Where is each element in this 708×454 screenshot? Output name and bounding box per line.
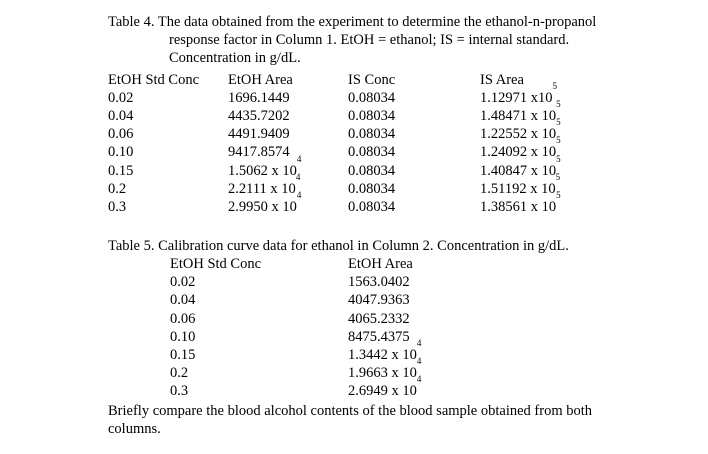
is-conc-cell: 0.08034 [348,126,396,142]
std-conc-cell: 0.2 [108,181,127,197]
std-conc-cell: 0.02 [170,274,196,290]
table5-caption: Table 5. Calibration curve data for ethanol in Column 2. Concentration in g/dL. [108,238,569,254]
is-area-cell: 1.40847 x $10^5$ [480,154,561,179]
etoh-area-cell: 9417.8574 [228,144,290,160]
std-conc-cell: 0.10 [108,144,134,160]
is-conc-cell: 0.08034 [348,163,396,179]
table4-caption-line-2: response factor in Column 1. EtOH = ethanol; IS = internal standard. [169,32,570,48]
is-area-cell: 1.51192 x $10^5$ [480,172,561,197]
etoh-area-cell: 2.2111 x $10^4$ [228,172,301,197]
table4-header-is-conc: IS Conc [348,72,396,88]
is-conc-cell: 0.08034 [348,144,396,160]
etoh-area-cell: 4065.2332 [348,311,410,327]
etoh-area-cell: 1563.0402 [348,274,410,290]
etoh-area-cell: 2.6949 x $10^4$ [348,374,422,399]
etoh-area-cell: 2.9950 x $10^4$ [228,190,302,215]
std-conc-cell: 0.06 [108,126,134,142]
table5-header-etoh-area: EtOH Area [348,256,413,272]
table4-caption-line-1: Table 4. The data obtained from the experiment to determine the ethanol-n-propanol [108,14,597,30]
is-conc-cell: 0.08034 [348,199,396,215]
etoh-area-cell: 4491.9409 [228,126,290,142]
etoh-area-cell: 1.9663 x $10^4$ [348,356,422,381]
etoh-area-cell: 4435.7202 [228,108,290,124]
question-line-1: Briefly compare the blood alcohol contents of the blood sample obtained from both [108,403,593,419]
table4-header-std-conc: EtOH Std Conc [108,72,200,88]
is-area-cell: 1.48471 x $10^5$ [480,99,561,124]
std-conc-cell: 0.02 [108,90,134,106]
table4-caption-line-3: Concentration in g/dL. [169,50,301,66]
std-conc-cell: 0.15 [108,163,134,179]
std-conc-cell: 0.06 [170,311,196,327]
etoh-area-cell: 8475.4375 [348,329,410,345]
is-area-cell: 1.12971 $x10^5$ [480,81,557,106]
is-area-cell: 1.24092 x $10^5$ [480,135,561,160]
is-conc-cell: 0.08034 [348,90,396,106]
std-conc-cell: 0.3 [170,383,189,399]
table4-caption [108,13,596,67]
std-conc-cell: 0.2 [170,365,189,381]
std-conc-cell: 0.10 [170,329,196,345]
std-conc-cell: 0.04 [108,108,134,124]
is-area-cell: 1.38561 x $10^5$ [480,190,561,215]
question-text [108,402,592,438]
is-area-cell: 1.22552 x $10^5$ [480,117,561,142]
is-conc-cell: 0.08034 [348,108,396,124]
is-conc-cell: 0.08034 [348,181,396,197]
question-line-2: columns. [108,421,161,437]
etoh-area-cell: 1.5062 x $10^4$ [228,154,302,179]
etoh-area-cell: 4047.9363 [348,292,410,308]
std-conc-cell: 0.04 [170,292,196,308]
std-conc-cell: 0.3 [108,199,127,215]
table4-header-is-area: IS Area [480,72,524,88]
std-conc-cell: 0.15 [170,347,196,363]
table4-header-etoh-area: EtOH Area [228,72,293,88]
etoh-area-cell: 1.3442 x $10^4$ [348,338,422,363]
table5-header-std-conc: EtOH Std Conc [170,256,262,272]
etoh-area-cell: 1696.1449 [228,90,290,106]
